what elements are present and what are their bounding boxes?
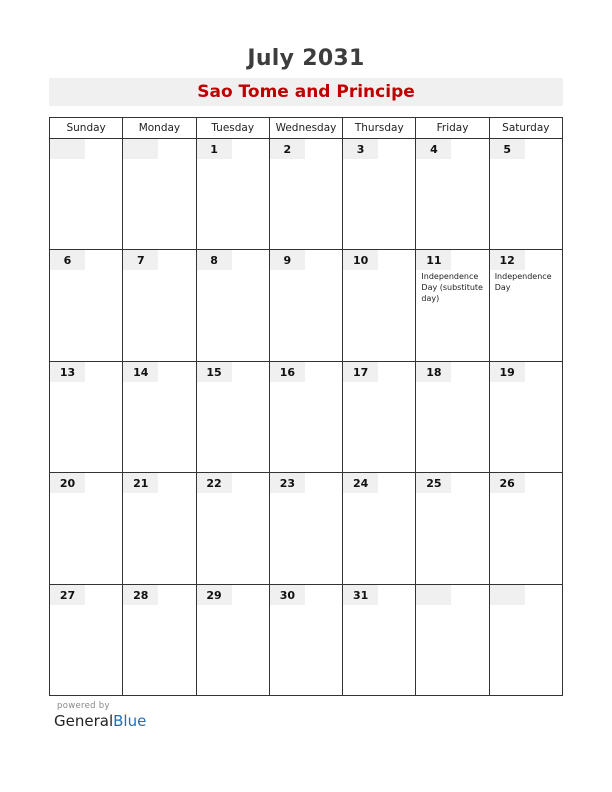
day-number [490, 585, 525, 605]
holiday-label: Independence Day [494, 272, 552, 293]
day-number: 30 [270, 585, 305, 605]
week-row [50, 473, 563, 584]
page-title: July 2031 [247, 46, 365, 71]
day-number: 1 [197, 139, 232, 159]
day-cell [196, 584, 269, 695]
day-cell [123, 584, 196, 695]
day-number [123, 139, 158, 159]
day-number: 10 [343, 250, 378, 270]
day-cell [123, 139, 196, 250]
day-cell [489, 361, 562, 472]
weekday-header: Tuesday [196, 118, 269, 139]
day-number: 12 [490, 250, 525, 270]
day-cell [50, 584, 123, 695]
day-number: 28 [123, 585, 158, 605]
day-number: 20 [50, 473, 85, 493]
day-number: 18 [416, 362, 451, 382]
day-number: 31 [343, 585, 378, 605]
day-cell [343, 361, 416, 472]
day-number: 29 [197, 585, 232, 605]
day-cell [50, 473, 123, 584]
country-banner: Sao Tome and Principe [49, 78, 563, 106]
day-number: 26 [490, 473, 525, 493]
day-number: 16 [270, 362, 305, 382]
day-cell [123, 250, 196, 361]
weekday-header: Saturday [489, 118, 562, 139]
weekday-header: Monday [123, 118, 196, 139]
day-number: 22 [197, 473, 232, 493]
weekday-header-row [50, 118, 563, 139]
day-number: 11 [416, 250, 451, 270]
day-cell [123, 361, 196, 472]
day-cell [196, 473, 269, 584]
brand-logo[interactable] [54, 712, 146, 730]
weekday-header: Sunday [50, 118, 123, 139]
day-number: 8 [197, 250, 232, 270]
week-row [50, 361, 563, 472]
day-number: 23 [270, 473, 305, 493]
holiday-label: Independence Day (substitute day) [421, 272, 483, 304]
day-cell [50, 361, 123, 472]
day-number: 15 [197, 362, 232, 382]
day-cell [489, 250, 562, 361]
weekday-header: Wednesday [269, 118, 342, 139]
day-cell [416, 250, 489, 361]
day-cell [343, 584, 416, 695]
day-cell [416, 139, 489, 250]
day-cell [343, 139, 416, 250]
day-cell [123, 473, 196, 584]
day-number: 13 [50, 362, 85, 382]
day-cell [269, 584, 342, 695]
week-row [50, 139, 563, 250]
day-cell [343, 473, 416, 584]
day-number: 25 [416, 473, 451, 493]
day-number [50, 139, 85, 159]
day-cell [489, 584, 562, 695]
day-cell [416, 473, 489, 584]
day-cell [269, 361, 342, 472]
day-cell [489, 139, 562, 250]
day-number: 14 [123, 362, 158, 382]
day-cell [416, 361, 489, 472]
day-cell [269, 139, 342, 250]
day-number: 9 [270, 250, 305, 270]
day-cell [196, 361, 269, 472]
day-number: 6 [50, 250, 85, 270]
powered-by-label: powered by [57, 701, 110, 711]
day-number: 2 [270, 139, 305, 159]
day-number: 21 [123, 473, 158, 493]
weekday-header: Friday [416, 118, 489, 139]
brand-blue: Blue [113, 712, 147, 730]
day-cell [50, 139, 123, 250]
week-row [50, 584, 563, 695]
day-number: 5 [490, 139, 525, 159]
calendar-grid [49, 117, 563, 696]
day-cell [50, 250, 123, 361]
day-cell [269, 473, 342, 584]
brand-general: General [54, 712, 114, 730]
day-number: 27 [50, 585, 85, 605]
day-number: 4 [416, 139, 451, 159]
day-cell [343, 250, 416, 361]
day-number: 17 [343, 362, 378, 382]
day-cell [196, 139, 269, 250]
day-number: 7 [123, 250, 158, 270]
day-number [416, 585, 451, 605]
day-number: 3 [343, 139, 378, 159]
day-number: 24 [343, 473, 378, 493]
day-number: 19 [490, 362, 525, 382]
weekday-header: Thursday [343, 118, 416, 139]
day-cell [416, 584, 489, 695]
week-row [50, 250, 563, 361]
day-cell [196, 250, 269, 361]
day-cell [489, 473, 562, 584]
day-cell [269, 250, 342, 361]
